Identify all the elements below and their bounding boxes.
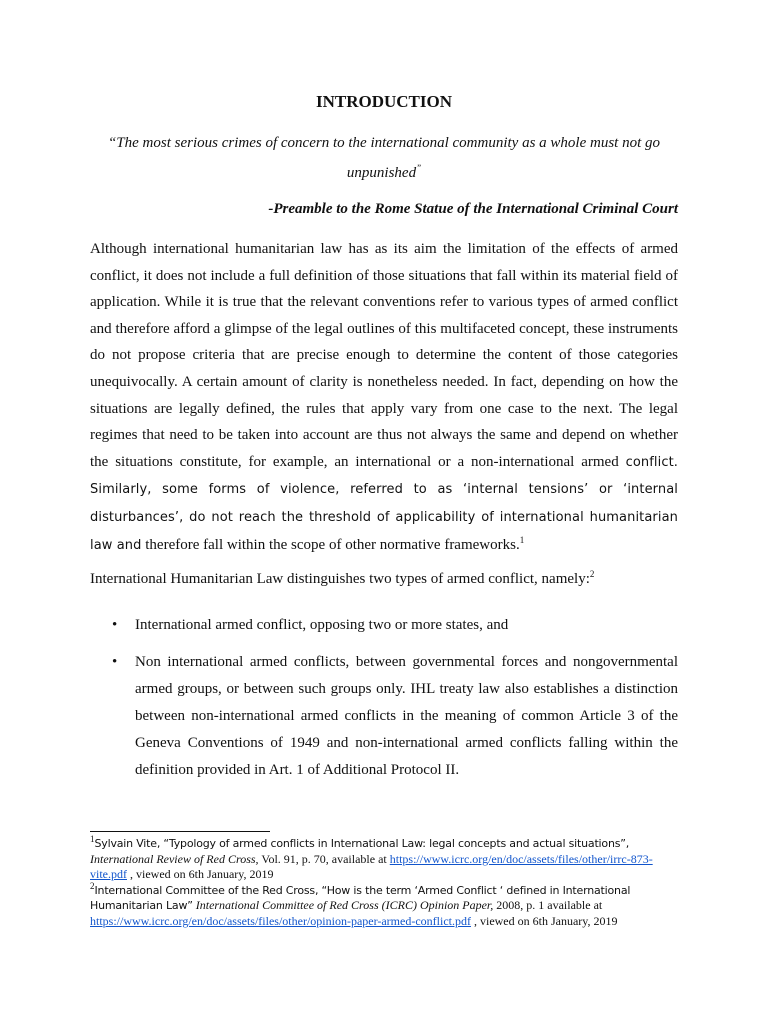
body-paragraph-1: [90, 236, 678, 559]
bullet-icon: •: [112, 617, 118, 633]
body-paragraph-2: [90, 571, 678, 588]
footnote-ref-2[interactable]: 2: [589, 569, 595, 579]
footnote-details: Vol. 91, p. 70, available at: [258, 851, 390, 866]
footnote-link[interactable]: https://www.icrc.org/en/doc/assets/files/other/opinion-paper-armed-conflict.pdf: [90, 913, 471, 928]
footnote-number: 1: [90, 834, 95, 844]
epigraph-quote-text: “The most serious crimes of concern to the international community as a whole must not go unpunished: [107, 135, 661, 181]
footnote-divider: [90, 831, 270, 832]
epigraph-close-mark: ”: [416, 163, 422, 173]
paragraph-1-alt-font-text: conflict. Similarly, some forms of violence, referred to as ‘internal tensions’ or ‘internal disturbances’, do not reach the threshold of applicability of international humanitarian law and: [90, 454, 678, 553]
footnote-1: [90, 836, 678, 883]
paragraph-2-text: International Humanitarian Law distinguishes two types of armed conflict, namely:: [90, 571, 590, 587]
footnote-viewed: , viewed on 6th January, 2019: [470, 913, 618, 928]
list-item-text: International armed conflict, opposing two or more states, and: [135, 617, 509, 633]
paragraph-1-tail: therefore fall within the scope of other normative frameworks.: [141, 536, 520, 553]
epigraph-source: -Preamble to the Rome Statue of the International Criminal Court: [268, 201, 678, 217]
page-title: INTRODUCTION: [315, 92, 453, 111]
footnote-details: 2008, p. 1 available at: [493, 898, 603, 913]
footnote-number: 2: [90, 880, 95, 891]
epigraph-quote: [90, 128, 678, 188]
bullet-icon: •: [112, 654, 118, 670]
paragraph-1-main: Although international humanitarian law has as its aim the limitation of the effects of armed conflict, it does not include a full definition of those situations that fall within its material field of application. While it is true that the relevant conventions refer to various types of armed conflict and therefore afford a glimpse of the legal outlines of this multifaceted concept, these instruments do not propose criteria that are precise enough to determine the content of those categories unequivocally. A certain amount of clarity is nonetheless needed. In fact, depending on how the situations are legally defined, the rules that apply vary from one case to the next. The legal regimes that need to be taken into account are thus not always the same and depend on whether the situations constitute, for example, an international or a non-international armed: [90, 241, 678, 470]
footnote-lead: Sylvain Vite, “Typology of armed conflicts in International Law: legal concepts and actual situations”,: [94, 837, 630, 850]
footnote-journal: International Review of Red Cross,: [90, 851, 259, 866]
footnote-ref-1[interactable]: 1: [519, 534, 525, 545]
list-item-text: Non international armed conflicts, between governmental forces and nongovernmental armed groups, or between such groups only. IHL treaty law also establishes a distinction between non-international armed conflicts in the meaning of common Article 3 of the Geneva Conventions of 1949 and non-international armed conflicts falling within the definition provided in Art. 1 of Additional Protocol II.: [135, 654, 678, 778]
footnote-journal: International Committee of Red Cross (ICRC) Opinion Paper,: [192, 898, 494, 913]
list-item: [90, 649, 678, 784]
list-item: [90, 612, 678, 639]
footnote-lead: International Committee of the Red Cross, “How is the term ‘Armed Conflict ‘ defined in International Humanitarian Law”: [90, 883, 631, 913]
footnote-viewed: , viewed on 6th January, 2019: [127, 867, 274, 882]
footnotes: [90, 836, 678, 930]
bullet-list: [90, 612, 678, 784]
footnote-link[interactable]: https://www.icrc.org/en/doc/assets/files/other/irrc-873-vite.pdf: [90, 851, 653, 882]
footnote-2: [90, 880, 678, 930]
